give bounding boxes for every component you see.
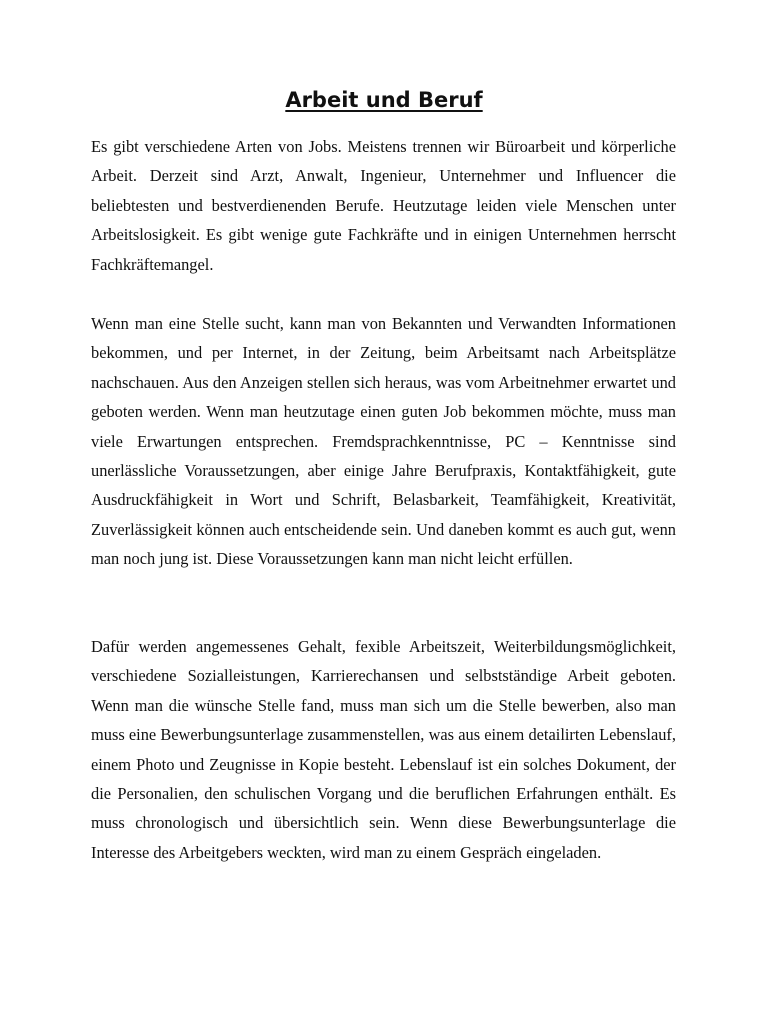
paragraph-1: Es gibt verschiedene Arten von Jobs. Meistens trennen wir Büroarbeit und körperliche Arbeit. Derzeit sind Arzt, Anwalt, Ingenieur, Unternehmer und Influencer die beliebtesten und bestverdienenden Berufe. Heutzutage leiden viele Menschen unter Arbeitslosigkeit. Es gibt wenige gute Fachkräfte und in einigen Unternehmen herrscht Fachkräftemangel. [91, 137, 676, 274]
document-title: Arbeit und Beruf [285, 88, 483, 112]
paragraph-3: Dafür werden angemessenes Gehalt, fexible Arbeitszeit, Weiterbildungsmöglichkeit, verschiedene Sozialleistungen, Karrierechansen und selbstständige Arbeit geboten. Wenn man die wünsche Stelle fand, muss man sich um die Stelle bewerben, also man muss eine Bewerbungsunterlage zusammenstellen, was aus einem detailirten Lebenslauf, einem Photo und Zeugnisse in Kopie besteht. Lebenslauf ist ein solches Dokument, der die Personalien, den schulischen Vorgang und die beruflichen Erfahrungen enthält. Es muss chronologisch und übersichtlich sein. Wenn diese Bewerbungsunterlage die Interesse des Arbeitgebers weckten, wird man zu einem Gespräch eingeladen. [91, 637, 676, 862]
paragraph-2: Wenn man eine Stelle sucht, kann man von Bekannten und Verwandten Informationen bekommen, und per Internet, in der Zeitung, beim Arbeitsamt nach Arbeitsplätze nachschauen. Aus den Anzeigen stellen sich heraus, was vom Arbeitnehmer erwartet und geboten werden. Wenn man heutzutage einen guten Job bekommen möchte, muss man viele Erwartungen entsprechen. Fremdsprachkenntnisse, PC – Kenntnisse sind unerlässliche Voraussetzungen, aber einige Jahre Berufpraxis, Kontaktfähigkeit, gute Ausdruckfähigkeit in Wort und Schrift, Belasbarkeit, Teamfähigkeit, Kreativität, Zuverlässigkeit können auch entscheidende sein. Und daneben kommt es auch gut, wenn man noch jung ist. Diese Voraussetzungen kann man nicht leicht erfüllen. [91, 314, 676, 569]
